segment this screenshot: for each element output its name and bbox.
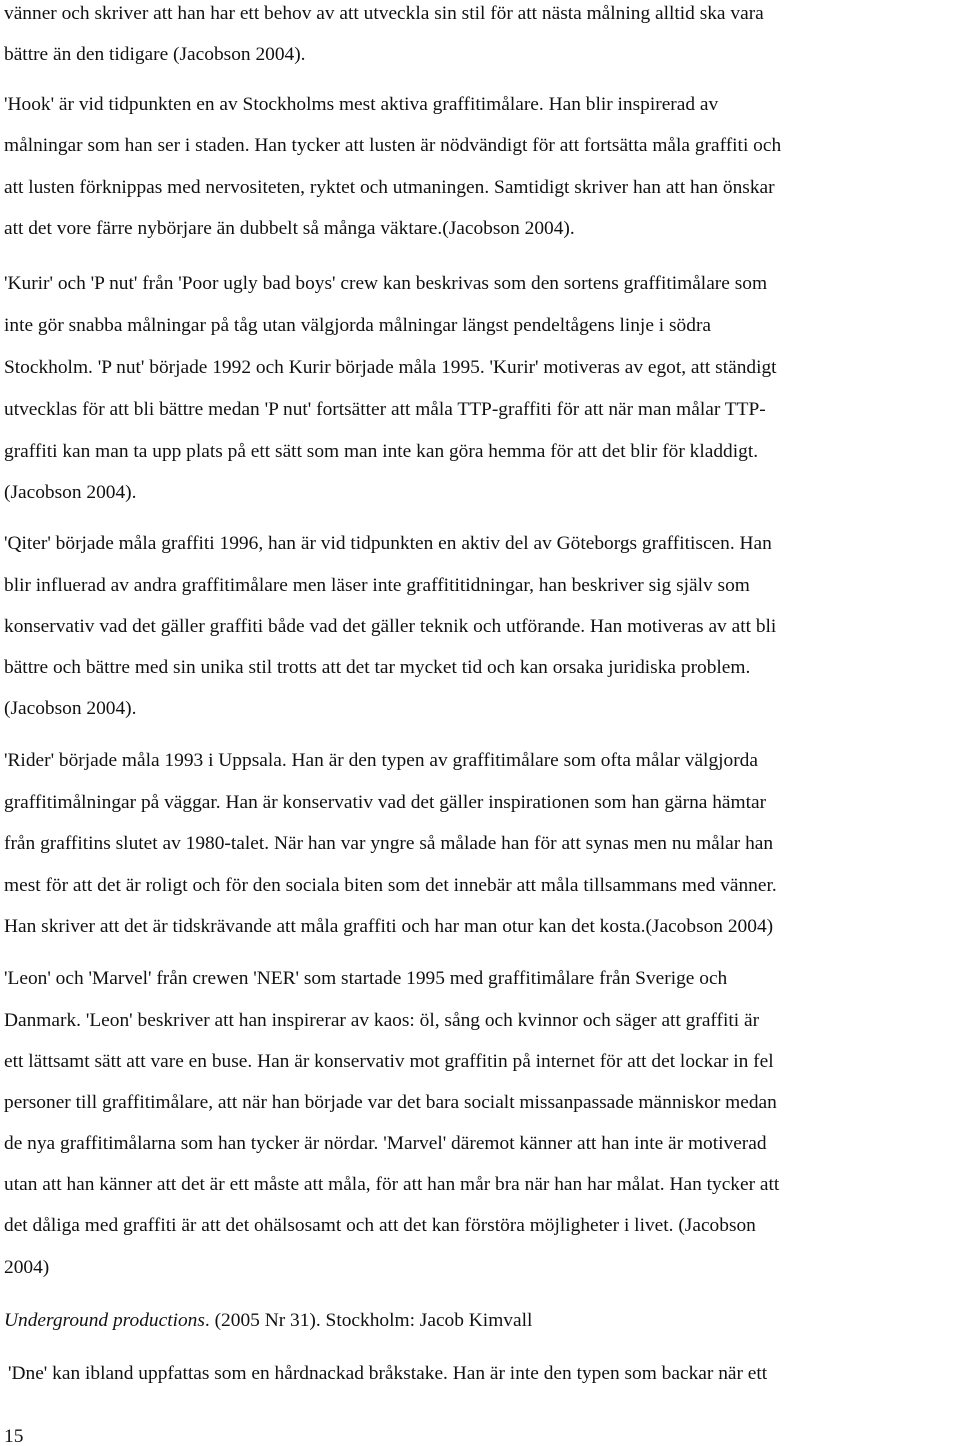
source-title: Underground productions [4, 1310, 205, 1331]
text-line: vänner och skriver att han har ett behov av att utveckla sin stil för att nästa målning alltid ska vara [4, 3, 764, 24]
text-line: från graffitins slutet av 1980-talet. När han var yngre så målade han för att synas men nu målar han [4, 833, 774, 854]
text-line: blir influerad av andra graffitimålare men läser inte graffititidningar, han beskriver sig själv som [4, 575, 750, 596]
text-line: de nya graffitimålarna som han tycker är nördar. 'Marvel' däremot känner att han inte är motiverad [4, 1133, 767, 1154]
text-line: 'Hook' är vid tidpunkten en av Stockholms mest aktiva graffitimålare. Han blir inspirerad av [4, 94, 719, 115]
text-line: bättre än den tidigare (Jacobson 2004). [4, 44, 306, 65]
page-number: 15 [4, 1426, 24, 1446]
text-line: att lusten förknippas med nervositeten, ryktet och utmaningen. Samtidigt skriver han att han önskar [4, 177, 775, 198]
text-line: 'Kurir' och 'P nut' från 'Poor ugly bad boys' crew kan beskrivas som den sortens graffitimålare som [4, 273, 768, 294]
text-line: att det vore färre nybörjare än dubbelt så många väktare.(Jacobson 2004). [4, 218, 575, 239]
text-line: bättre och bättre med sin unika stil trotts att det tar mycket tid och kan orsaka juridiska problem. [4, 657, 751, 678]
text-line: det dåliga med graffiti är att det ohälsosamt och att det kan förstöra möjligheter i livet. (Jacobson [4, 1215, 756, 1236]
text-line: 'Rider' började måla 1993 i Uppsala. Han är den typen av graffitimålare som ofta målar välgjorda [4, 750, 758, 771]
text-line: 2004) [4, 1257, 50, 1278]
text-line: graffiti kan man ta upp plats på ett sätt som man inte kan göra hemma för att det blir för kladdigt. [4, 441, 759, 462]
text-line: målningar som han ser i staden. Han tycker att lusten är nödvändigt för att fortsätta måla graffiti och [4, 135, 782, 156]
source-reference [4, 1309, 532, 1333]
text-line: Danmark. 'Leon' beskriver att han inspirerar av kaos: öl, sång och kvinnor och säger att graffiti är [4, 1010, 760, 1031]
text-line: 'Dne' kan ibland uppfattas som en hårdnackad bråkstake. Han är inte den typen som backar när ett [8, 1363, 768, 1384]
text-line: (Jacobson 2004). [4, 698, 137, 719]
text-line: utan att han känner att det är ett måste att måla, för att han mår bra när han har målat. Han tycker att [4, 1174, 780, 1195]
text-line: 'Qiter' började måla graffiti 1996, han är vid tidpunkten en aktiv del av Göteborgs graffitiscen. Han [4, 533, 772, 554]
text-line: mest för att det är roligt och för den sociala biten som det innebär att måla tillsammans med vänner. [4, 875, 777, 896]
text-line: inte gör snabba målningar på tåg utan välgjorda målningar längst pendeltågens linje i södra [4, 315, 712, 336]
text-line: Han skriver att det är tidskrävande att måla graffiti och har man otur kan det kosta.(Jacobson 2004) [4, 916, 774, 937]
text-line: personer till graffitimålare, att när han började var det bara socialt missanpassade människor medan [4, 1092, 777, 1113]
source-details: . (2005 Nr 31). Stockholm: Jacob Kimvall [204, 1310, 533, 1331]
text-line: 'Leon' och 'Marvel' från crewen 'NER' som startade 1995 med graffitimålare från Sverige och [4, 968, 728, 989]
text-line: Stockholm. 'P nut' började 1992 och Kurir började måla 1995. 'Kurir' motiveras av egot, att ständigt [4, 357, 777, 378]
text-line: utvecklas för att bli bättre medan 'P nut' fortsätter att måla TTP-graffiti för att när man målar TTP- [4, 399, 766, 420]
text-line: ett lättsamt sätt att vare en buse. Han är konservativ mot graffitin på internet för att det lockar in fel [4, 1051, 774, 1072]
text-line: konservativ vad det gäller graffiti både vad det gäller teknik och utförande. Han motiveras av att bli [4, 616, 777, 637]
text-line: (Jacobson 2004). [4, 482, 137, 503]
text-line: graffitimålningar på väggar. Han är konservativ vad det gäller inspirationen som han gärna hämtar [4, 792, 767, 813]
